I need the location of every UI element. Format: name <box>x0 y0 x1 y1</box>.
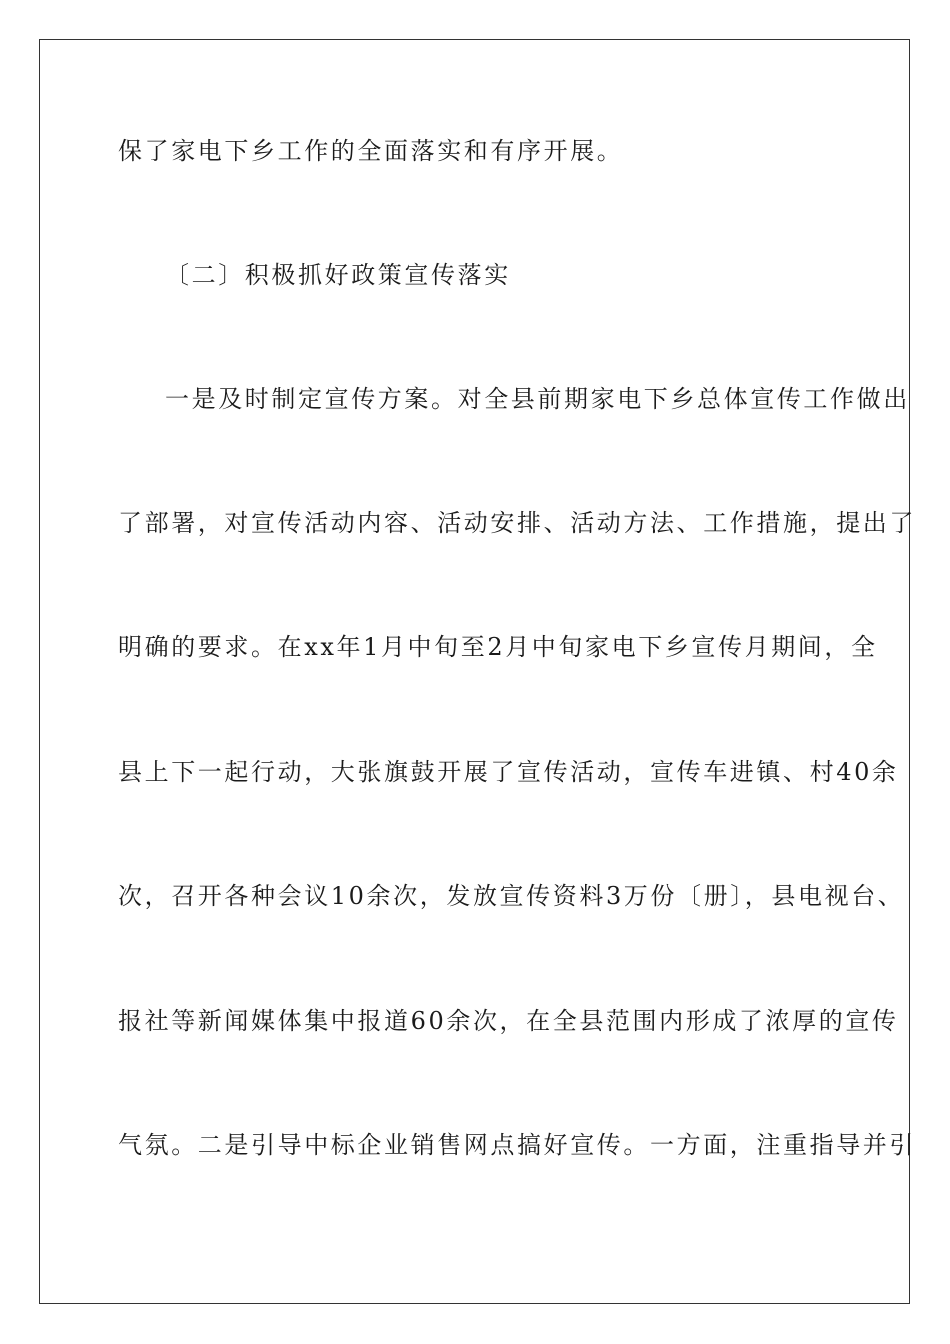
text-line-4: 了部署，对宣传活动内容、活动安排、活动方法、工作措施，提出了 <box>118 509 916 537</box>
text-line-1: 保了家电下乡工作的全面落实和有序开展。 <box>118 137 624 165</box>
text-line-8: 报社等新闻媒体集中报道60余次，在全县范围内形成了浓厚的宣传 <box>118 1007 899 1035</box>
text-line-6: 县上下一起行动，大张旗鼓开展了宣传活动，宣传车进镇、村40余 <box>118 758 899 786</box>
text-line-3: 一是及时制定宣传方案。对全县前期家电下乡总体宣传工作做出 <box>165 385 910 413</box>
text-line-7: 次，召开各种会议10余次，发放宣传资料3万份〔册〕，县电视台、 <box>118 882 905 910</box>
text-line-9: 气氛。二是引导中标企业销售网点搞好宣传。一方面，注重指导并引 <box>118 1131 916 1159</box>
text-line-5: 明确的要求。在xx年1月中旬至2月中旬家电下乡宣传月期间，全 <box>118 633 878 661</box>
page-border <box>39 39 916 1304</box>
section-heading: 〔二〕积极抓好政策宣传落实 <box>165 261 511 289</box>
